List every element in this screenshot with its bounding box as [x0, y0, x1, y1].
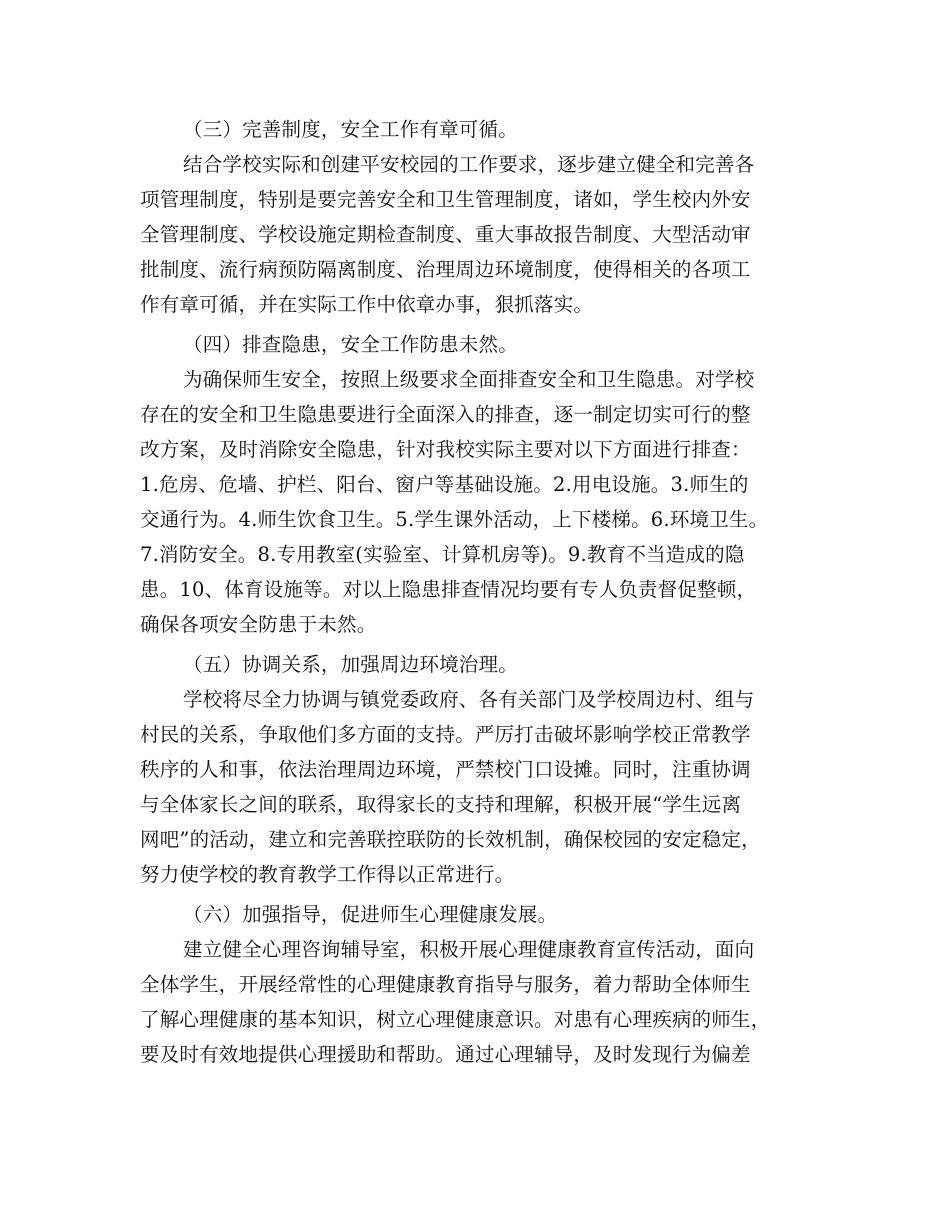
- paragraph-line: 全体学生，开展经常性的心理健康教育指导与服务，着力帮助全体师生: [140, 973, 751, 996]
- paragraph-line: 结合学校实际和创建平安校园的工作要求，逐步建立健全和完善各: [183, 153, 755, 176]
- paragraph-line: 秩序的人和事，依法治理周边环境，严禁校门口设摊。同时，注重协调: [140, 758, 751, 781]
- section-heading-6: （六）加强指导，促进师生心理健康发展。: [183, 903, 558, 926]
- paragraph-line: 7.消防安全。8.专用教室(实验室、计算机房等)。9.教育不当造成的隐: [140, 543, 745, 566]
- paragraph-line: 网吧”的活动，建立和完善联控联防的长效机制，确保校园的安定稳定，: [140, 828, 761, 851]
- paragraph-line: 要及时有效地提供心理援助和帮助。通过心理辅导，及时发现行为偏差: [140, 1043, 751, 1066]
- paragraph-line: 患。10、体育设施等。对以上隐患排查情况均要有专人负责督促整顿，: [140, 578, 757, 601]
- paragraph-line: 与全体家长之间的联系，取得家长的支持和理解，积极开展“学生远离: [140, 793, 742, 816]
- paragraph-line: 了解心理健康的基本知识，树立心理健康意识。对患有心理疾病的师生，: [140, 1008, 771, 1031]
- paragraph-line: 建立健全心理咨询辅导室，积极开展心理健康教育宣传活动，面向: [183, 938, 755, 961]
- section-heading-4: （四）排查隐患，安全工作防患未然。: [183, 333, 518, 356]
- paragraph-line: 作有章可循，并在实际工作中依章办事，狠抓落实。: [140, 293, 594, 316]
- paragraph-line: 交通行为。4.师生饮食卫生。5.学生课外活动，上下楼梯。6.环境卫生。: [140, 508, 769, 531]
- paragraph-line: 改方案，及时消除安全隐患，针对我校实际主要对以下方面进行排查：: [140, 438, 751, 461]
- section-heading-5: （五）协调关系，加强周边环境治理。: [183, 653, 518, 676]
- paragraph-line: 学校将尽全力协调与镇党委政府、各有关部门及学校周边村、组与: [183, 688, 755, 711]
- paragraph-line: 全管理制度、学校设施定期检查制度、重大事故报告制度、大型活动审: [140, 223, 751, 246]
- paragraph-line: 项管理制度，特别是要完善安全和卫生管理制度，诸如，学生校内外安: [140, 188, 751, 211]
- paragraph-line: 确保各项安全防患于未然。: [140, 613, 377, 636]
- paragraph-line: 批制度、流行病预防隔离制度、治理周边环境制度，使得相关的各项工: [140, 258, 751, 281]
- paragraph-line: 为确保师生安全，按照上级要求全面排查安全和卫生隐患。对学校: [183, 368, 755, 391]
- paragraph-line: 努力使学校的教育教学工作得以正常进行。: [140, 863, 515, 886]
- paragraph-line: 存在的安全和卫生隐患要进行全面深入的排查，逐一制定切实可行的整: [140, 403, 751, 426]
- section-heading-3: （三）完善制度，安全工作有章可循。: [183, 118, 518, 141]
- paragraph-line: 1.危房、危墙、护栏、阳台、窗户等基础设施。2.用电设施。3.师生的: [140, 473, 749, 496]
- paragraph-line: 村民的关系，争取他们多方面的支持。严厉打击破坏影响学校正常教学: [140, 723, 751, 746]
